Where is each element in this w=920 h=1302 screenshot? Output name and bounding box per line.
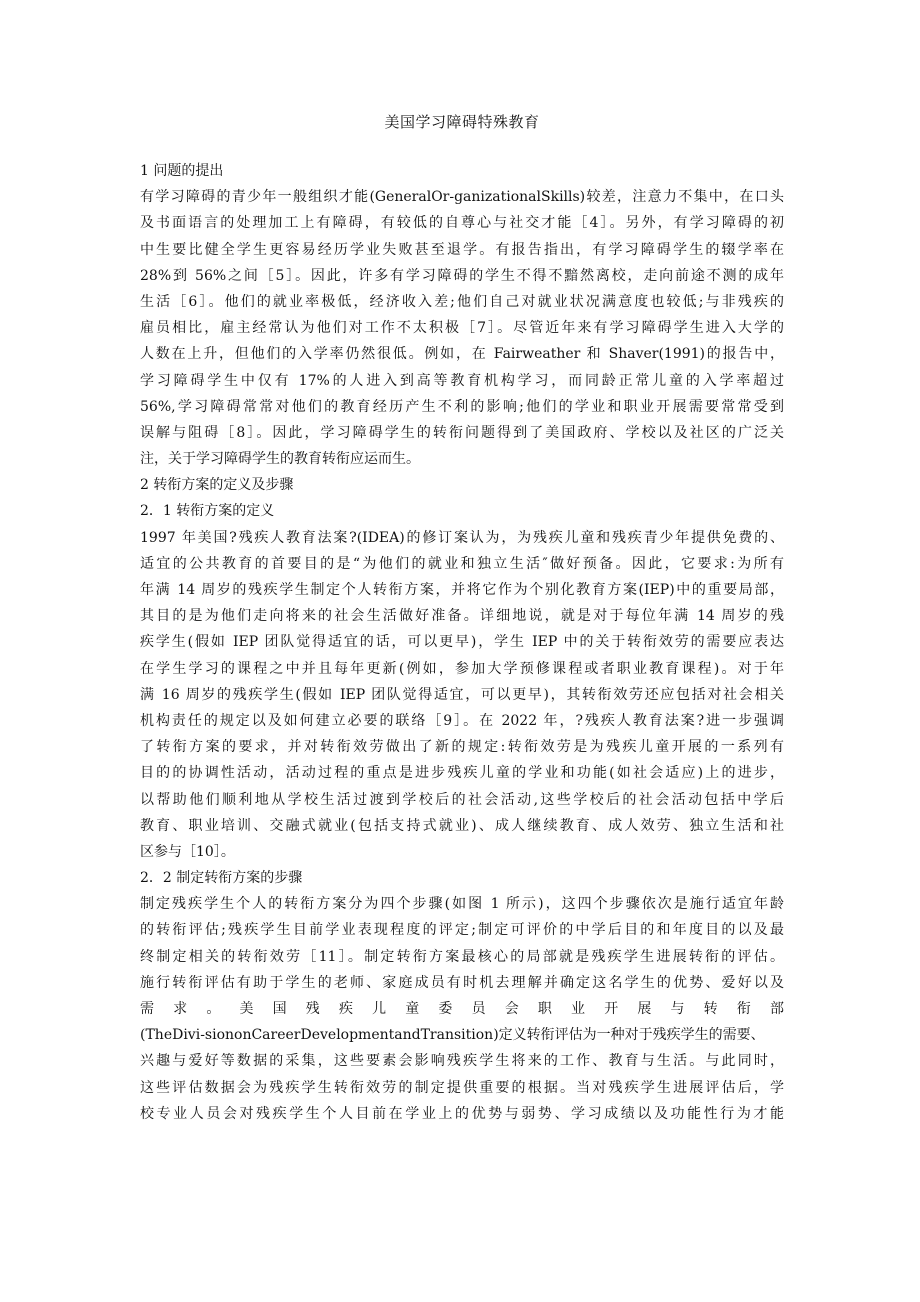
paragraph-line: 以帮助他们顺利地从学校生活过渡到学校后的社会活动,这些学校后的社会活动包括中学后 xyxy=(140,791,784,808)
paragraph-line: 在学生学习的课程之中并且每年更新(例如，参加大学预修课程或者职业教育课程)。对于年 xyxy=(140,660,784,677)
paragraph-line: 中生要比健全学生更容易经历学业失败甚至退学。有报告指出，有学习障碍学生的辍学率在 xyxy=(140,241,784,258)
paragraph-line: (TheDivi-siononCareerDevelopmentandTransition)定义转衔评估为一种对于残疾学生的需要、 xyxy=(140,1027,765,1044)
paragraph-line: 施行转衔评估有助于学生的老师、家庭成员有时机去理解并确定这名学生的优势、爱好以及 xyxy=(140,974,784,991)
paragraph-line: 了转衔方案的要求，并对转衔效劳做出了新的规定:转衔效劳是为残疾儿童开展的一系列有 xyxy=(140,739,784,756)
paragraph-line: 人数在上升，但他们的入学率仍然很低。例如，在 Fairweather 和 Shaver(1991)的报告中， xyxy=(140,346,784,363)
paragraph-line: 兴趣与爱好等数据的采集，这些要素会影响残疾学生将来的工作、教育与生活。与此同时， xyxy=(140,1053,784,1070)
paragraph-line: 需 求 。 美 国 残 疾 儿 童 委 员 会 职 业 开 展 与 转 衔 部 xyxy=(140,1001,784,1017)
paragraph-line: 有学习障碍的青少年一般组织才能(GeneralOr-ganizationalSkills)较差，注意力不集中，在口头 xyxy=(140,189,784,206)
paragraph-line: 教育、职业培训、交融式就业(包括支持式就业)、成人继续教育、成人效劳、独立生活和社 xyxy=(140,817,784,834)
paragraph-line: 及书面语言的处理加工上有障碍，有较低的自尊心与社交才能［4］。另外，有学习障碍的初 xyxy=(140,215,784,232)
paragraph-line: 28%到 56%之间［5］。因此，许多有学习障碍的学生不得不黯然离校，走向前途不测的成年 xyxy=(140,267,784,284)
paragraph-line: 年满 14 周岁的残疾学生制定个人转衔方案，并将它作为个别化教育方案(IEP)中的重要局部， xyxy=(140,582,784,598)
paragraph-line: 满 16 周岁的残疾学生(假如 IEP 团队觉得适宜，可以更早)，其转衔效劳还应包括对社会相关 xyxy=(140,686,784,703)
paragraph-line: 1997 年美国?残疾人教育法案?(IDEA)的修订案认为，为残疾儿童和残疾青少年提供免费的、 xyxy=(140,529,784,546)
section-heading-2: 2 转衔方案的定义及步骤 xyxy=(140,477,294,494)
paragraph-line: 疾学生(假如 IEP 团队觉得适宜的话，可以更早)，学生 IEP 中的关于转衔效劳的需要应表达 xyxy=(140,634,784,651)
paragraph-line: 学习障碍学生中仅有 17%的人进入到高等教育机构学习，而同龄正常儿童的入学率超过 xyxy=(140,372,784,389)
paragraph-line: 误解与阻碍［8］。因此，学习障碍学生的转衔问题得到了美国政府、学校以及社区的广泛关 xyxy=(140,424,784,441)
paragraph-line: 的转衔评估;残疾学生目前学业表现程度的评定;制定可评价的中学后目的和年度目的以及最 xyxy=(140,922,784,939)
paragraph-line: 其目的是为他们走向将来的社会生活做好准备。详细地说，就是对于每位年满 14 周岁的残 xyxy=(140,608,784,625)
paragraph-line: 区参与［10］。 xyxy=(140,843,235,860)
paragraph-line: 注，关于学习障碍学生的教育转衔应运而生。 xyxy=(140,451,420,468)
paragraph-line: 目的的协调性活动，活动过程的重点是进步残疾儿童的学业和功能(如社会适应)上的进步， xyxy=(140,765,784,782)
subsection-heading-2-1: 2．1 转衔方案的定义 xyxy=(140,503,275,520)
paragraph-line: 适宜的公共教育的首要目的是“为他们的就业和独立生活″做好预备。因此，它要求:为所有 xyxy=(140,555,784,572)
section-heading-1: 1 问题的提出 xyxy=(140,163,224,179)
paragraph-line: 雇员相比，雇主经常认为他们对工作不太积极［7］。尽管近年来有学习障碍学生进入大学的 xyxy=(140,320,784,337)
document-title: 美国学习障碍特殊教育 xyxy=(384,113,540,131)
paragraph-line: 制定残疾学生个人的转衔方案分为四个步骤(如图 1 所示)，这四个步骤依次是施行适宜年龄 xyxy=(140,896,784,913)
subsection-heading-2-2: 2．2 制定转衔方案的步骤 xyxy=(140,870,303,887)
paragraph-line: 机构责任的规定以及如何建立必要的联络［9］。在 2022 年，?残疾人教育法案?进一步强调 xyxy=(140,712,784,729)
document-page xyxy=(140,112,784,1127)
paragraph-line: 生活［6］。他们的就业率极低，经济收入差;他们自己对就业状况满意度也较低;与非残疾的 xyxy=(140,293,784,310)
paragraph-line: 这些评估数据会为残疾学生转衔效劳的制定提供重要的根据。当对残疾学生进展评估后，学 xyxy=(140,1079,784,1096)
paragraph-line: 校专业人员会对残疾学生个人目前在学业上的优势与弱势、学习成绩以及功能性行为才能 xyxy=(140,1105,784,1122)
paragraph-line: 终制定相关的转衔效劳［11］。制定转衔方案最核心的局部就是残疾学生进展转衔的评估。 xyxy=(140,948,784,965)
paragraph-line: 56%,学习障碍常常对他们的教育经历产生不利的影响;他们的学业和职业开展需要常常受到 xyxy=(140,398,784,415)
